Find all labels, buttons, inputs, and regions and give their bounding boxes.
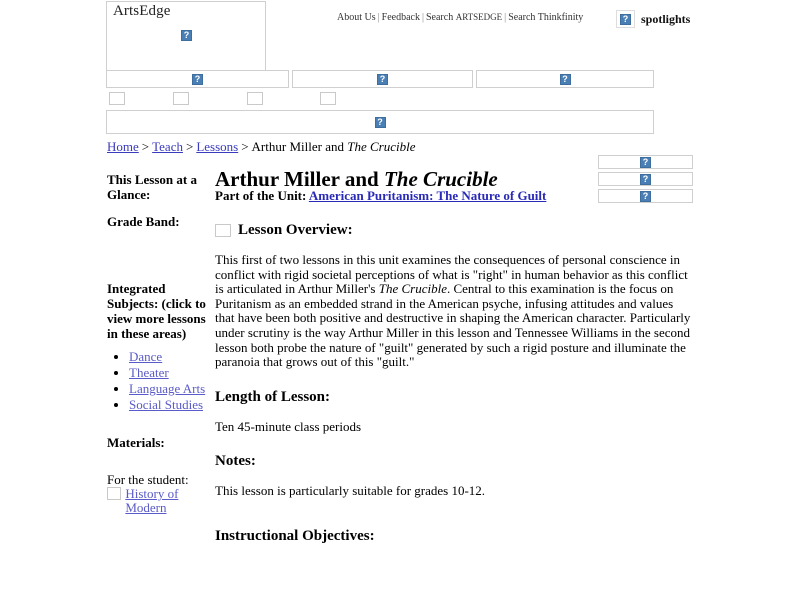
subnav-placeholder-1[interactable] bbox=[109, 92, 125, 105]
broken-image-icon bbox=[560, 74, 571, 85]
right-image-placeholder-1[interactable] bbox=[598, 155, 693, 169]
spotlights-image-box bbox=[616, 10, 635, 28]
lesson-sidebar bbox=[107, 172, 211, 515]
sidebar-materials-block bbox=[107, 435, 211, 450]
list-item bbox=[129, 349, 211, 364]
breadcrumb-current-italic: The Crucible bbox=[347, 139, 416, 154]
list-item bbox=[129, 381, 211, 396]
breadcrumb bbox=[107, 139, 415, 155]
broken-image-icon bbox=[377, 74, 388, 85]
subject-list bbox=[107, 349, 211, 412]
overview-image-placeholder bbox=[215, 224, 231, 237]
spotlights-link[interactable] bbox=[616, 10, 690, 28]
unit-prefix: Part of the Unit: bbox=[215, 188, 309, 203]
nav-image-placeholder-1[interactable] bbox=[106, 70, 289, 88]
sidebar-glance-block bbox=[107, 172, 211, 202]
list-item bbox=[129, 365, 211, 380]
nav-separator: | bbox=[421, 12, 424, 23]
nav-search-artsedge-brand: ARTSEDGE bbox=[455, 12, 503, 22]
nav-separator: | bbox=[504, 12, 507, 23]
nav-separator: | bbox=[377, 12, 380, 23]
nav-image-placeholder-3[interactable] bbox=[476, 70, 654, 88]
subject-link-language-arts[interactable]: Language Arts bbox=[129, 381, 206, 396]
notes-heading: Notes: bbox=[215, 453, 256, 470]
sidebar-grade-band-block bbox=[107, 214, 211, 229]
list-item bbox=[129, 397, 211, 412]
page-title-plain: Arthur Miller and bbox=[215, 167, 384, 192]
length-of-lesson-heading: Length of Lesson: bbox=[215, 388, 331, 405]
spotlights-label: spotlights bbox=[641, 11, 691, 26]
student-resource-image-placeholder bbox=[107, 487, 121, 500]
notes-text: This lesson is particularly suitable for grades 10-12. bbox=[215, 483, 486, 499]
lesson-overview-heading-row bbox=[215, 221, 693, 239]
nav-search-artsedge[interactable] bbox=[426, 12, 502, 23]
site-logo-text: ArtsEdge bbox=[113, 3, 171, 19]
broken-image-icon bbox=[375, 117, 386, 128]
sidebar-grade-band-label: Grade Band: bbox=[107, 214, 180, 229]
subject-link-theater[interactable]: Theater bbox=[129, 365, 169, 380]
sidebar-integrated-subjects-block bbox=[107, 281, 211, 412]
sidebar-integrated-subjects-label: Integrated Subjects: (click to view more lessons in these areas) bbox=[107, 281, 206, 341]
breadcrumb-current-plain: Arthur Miller and bbox=[251, 139, 348, 154]
primary-nav-row bbox=[106, 70, 654, 88]
broken-image-icon bbox=[640, 174, 651, 185]
student-resource-link[interactable]: History of Modern bbox=[125, 486, 179, 515]
subnav-placeholder-3[interactable] bbox=[247, 92, 263, 105]
top-utility-nav bbox=[337, 12, 583, 23]
subject-link-social-studies[interactable]: Social Studies bbox=[129, 397, 204, 412]
sidebar-for-student-block bbox=[107, 472, 211, 515]
banner-image-placeholder[interactable] bbox=[106, 110, 654, 134]
breadcrumb-lessons[interactable]: Lessons bbox=[196, 139, 239, 154]
nav-about-us[interactable]: About Us bbox=[337, 12, 376, 23]
length-of-lesson-text: Ten 45-minute class periods bbox=[215, 418, 362, 434]
site-logo-box[interactable] bbox=[106, 1, 266, 71]
overview-text-italic: The Crucible bbox=[378, 281, 447, 297]
subnav-placeholder-2[interactable] bbox=[173, 92, 189, 105]
sidebar-glance-label: This Lesson at a Glance: bbox=[107, 172, 197, 202]
nav-image-placeholder-2[interactable] bbox=[292, 70, 473, 88]
overview-text-part2: . Central to this examination is the focus on Puritanism as an embedded strand in the American psyche, infusing attitudes and values that have been both positive and destructive in shaping the American character. Particularly under scrutiny is the way Arthur Miller in this lesson and Tennessee Williams in the second lesson both probe the nature of "guilt" generated by such a rigid posture and illuminate the paranoia that grows out of this "guilt." bbox=[215, 281, 691, 370]
breadcrumb-separator: > bbox=[241, 139, 249, 154]
instructional-objectives-heading: Instructional Objectives: bbox=[215, 527, 375, 544]
breadcrumb-home[interactable]: Home bbox=[107, 139, 139, 154]
site-header bbox=[0, 0, 800, 136]
lesson-content bbox=[215, 188, 693, 545]
secondary-nav-row bbox=[106, 92, 654, 105]
overview-text-part1: This first of two lessons in this unit examines the consequences of personal conscience in conflict with rigid societal perceptions of what is "right" in human behavior as this conflict is articulated in Arthur Miller's bbox=[215, 252, 688, 297]
subject-link-dance[interactable]: Dance bbox=[129, 349, 163, 364]
page-title-italic: The Crucible bbox=[383, 167, 498, 192]
breadcrumb-separator: > bbox=[141, 139, 150, 154]
broken-image-icon bbox=[620, 14, 631, 25]
nav-feedback[interactable]: Feedback bbox=[381, 12, 420, 23]
broken-image-icon bbox=[181, 30, 192, 41]
lesson-overview-heading: Lesson Overview: bbox=[238, 222, 353, 238]
nav-search-thinkfinity[interactable]: Search Thinkfinity bbox=[508, 12, 584, 23]
sidebar-materials-label: Materials: bbox=[107, 435, 165, 450]
right-image-placeholder-2[interactable] bbox=[598, 172, 693, 186]
lesson-overview-text bbox=[215, 253, 693, 370]
unit-line bbox=[215, 188, 590, 203]
sidebar-for-student-label: For the student: bbox=[107, 472, 189, 487]
breadcrumb-separator: > bbox=[185, 139, 194, 154]
broken-image-icon bbox=[192, 74, 203, 85]
student-resource-item bbox=[107, 487, 211, 515]
nav-search-artsedge-prefix: Search bbox=[425, 12, 456, 23]
subnav-placeholder-4[interactable] bbox=[320, 92, 336, 105]
unit-link[interactable]: American Puritanism: The Nature of Guilt bbox=[308, 188, 547, 203]
banner-row bbox=[106, 110, 654, 134]
broken-image-icon bbox=[640, 157, 651, 168]
breadcrumb-teach[interactable]: Teach bbox=[152, 139, 183, 154]
